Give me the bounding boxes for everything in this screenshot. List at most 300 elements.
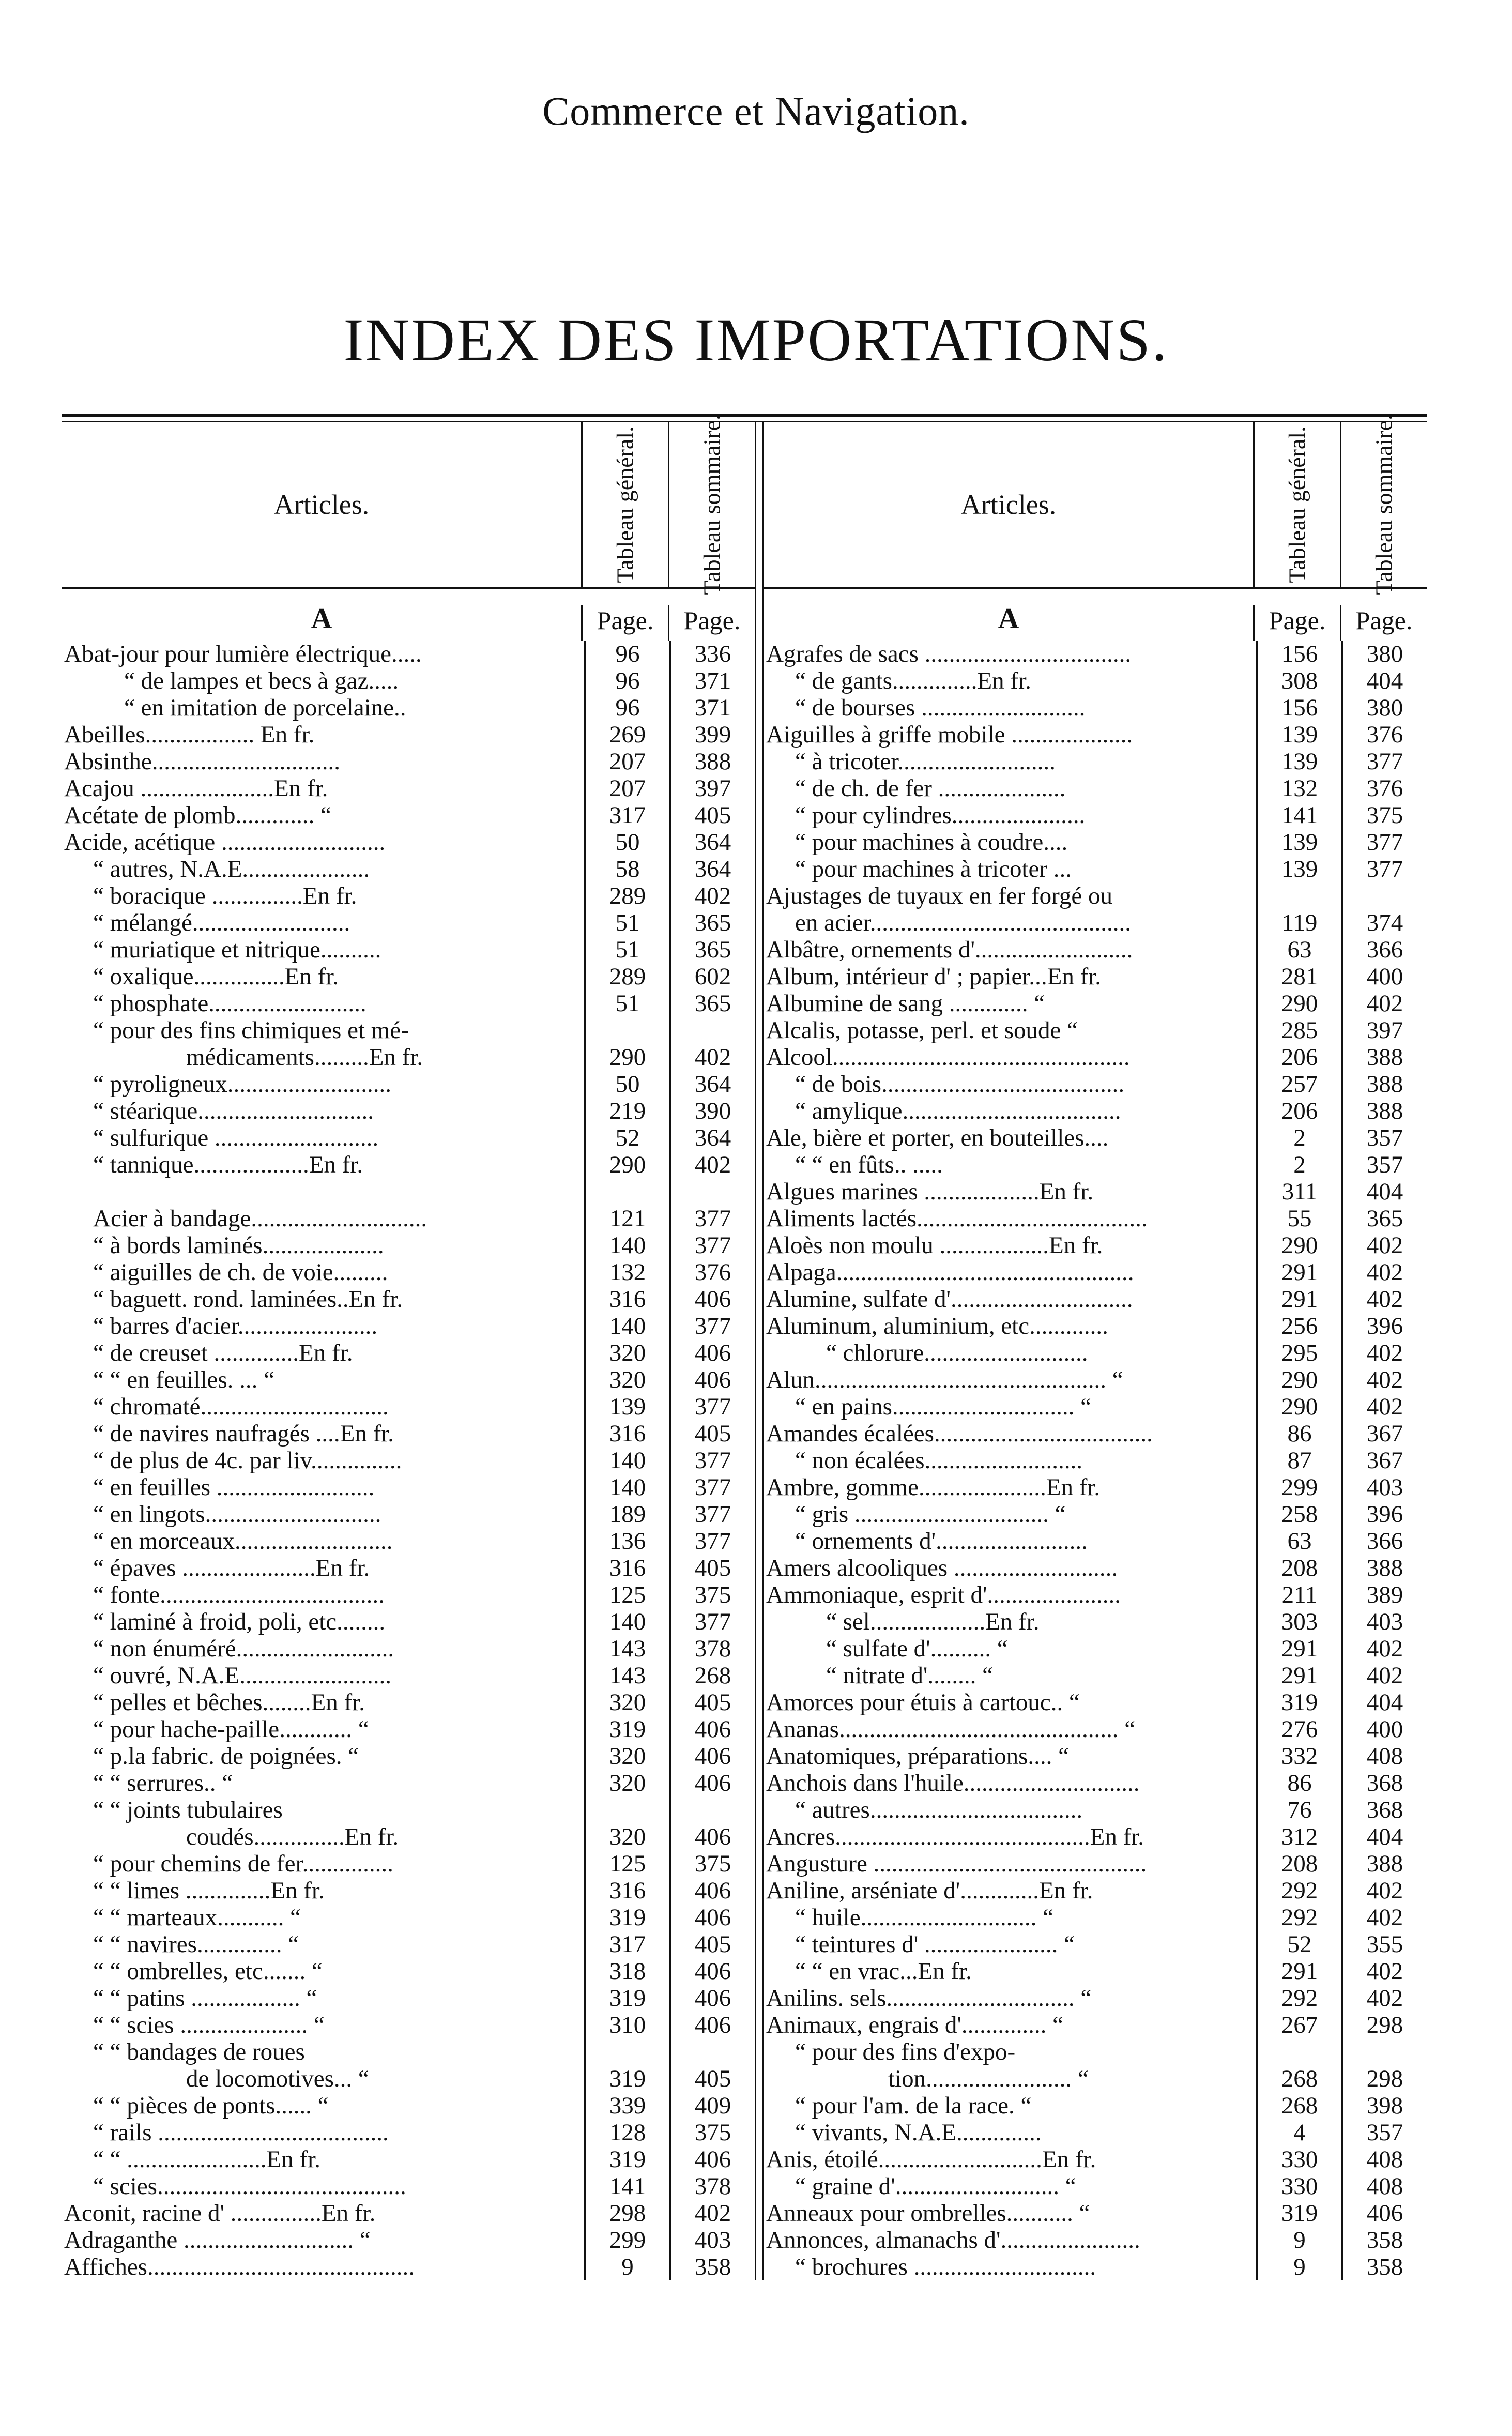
article-name: “ de lampes et becs à gaz..... xyxy=(124,667,399,694)
table-row xyxy=(62,1366,755,1393)
table-row xyxy=(764,1098,1427,1124)
summary-page xyxy=(669,2038,755,2065)
summary-page: 376 xyxy=(1341,721,1427,748)
table-row xyxy=(764,721,1427,748)
summary-page: 402 xyxy=(1341,1259,1427,1286)
general-page: 320 xyxy=(584,1339,669,1366)
table-row xyxy=(62,2012,755,2038)
article-name: “ “ joints tubulaires xyxy=(93,1796,283,1823)
table-row xyxy=(764,1017,1427,1044)
article-name: “ pelles et bêches........En fr. xyxy=(93,1689,365,1716)
table-row xyxy=(62,1689,755,1716)
table-row xyxy=(764,641,1427,667)
general-page: 290 xyxy=(1256,1232,1341,1259)
article-name: Ambre, gomme.....................En fr. xyxy=(766,1474,1101,1501)
section-header xyxy=(62,589,755,641)
general-page: 139 xyxy=(1256,829,1341,856)
summary-page: 404 xyxy=(1341,1178,1427,1205)
summary-page: 400 xyxy=(1341,963,1427,990)
table-row xyxy=(62,2173,755,2200)
article-name: “ “ .......................En fr. xyxy=(93,2146,320,2173)
article-name: “ pour des fins chimiques et mé- xyxy=(93,1017,409,1044)
article-name: Amandes écalées.................................... xyxy=(766,1420,1153,1447)
table-row xyxy=(62,1770,755,1796)
general-page: 291 xyxy=(1256,1958,1341,1985)
article-name: “ pyroligneux........................... xyxy=(93,1071,391,1098)
article-name: “ de gants..............En fr. xyxy=(795,667,1031,694)
general-page: 317 xyxy=(584,802,669,829)
table-row xyxy=(764,1447,1427,1474)
general-page: 208 xyxy=(1256,1850,1341,1877)
article-name: “ en morceaux.......................... xyxy=(93,1528,393,1555)
column-divider xyxy=(755,422,764,2280)
article-name: Ajustages de tuyaux en fer forgé ou xyxy=(766,882,1112,909)
article-name: “ “ marteaux........... “ xyxy=(93,1904,301,1931)
summary-page: 371 xyxy=(669,694,755,721)
table-row xyxy=(764,1178,1427,1205)
table-row xyxy=(62,990,755,1017)
article-name: “ à tricoter.......................... xyxy=(795,748,1056,775)
summary-page: 377 xyxy=(1341,748,1427,775)
entry-list xyxy=(62,641,755,2280)
article-name: “ de ch. de fer ..................... xyxy=(795,775,1066,802)
article-name: “ graine d'........................... “ xyxy=(795,2173,1076,2200)
summary-page: 388 xyxy=(1341,1850,1427,1877)
general-page: 125 xyxy=(584,1581,669,1608)
table-row xyxy=(62,1393,755,1420)
table-row xyxy=(62,2038,755,2065)
table-row xyxy=(62,2200,755,2227)
table-row xyxy=(764,1339,1427,1366)
summary-page: 375 xyxy=(669,2119,755,2146)
summary-page: 366 xyxy=(1341,936,1427,963)
table-row xyxy=(62,1447,755,1474)
general-page: 51 xyxy=(584,936,669,963)
page-title: INDEX DES IMPORTATIONS. xyxy=(343,306,1169,374)
general-page: 86 xyxy=(1256,1770,1341,1796)
table-row xyxy=(764,1662,1427,1689)
article-name: “ aiguilles de ch. de voie......... xyxy=(93,1259,388,1286)
summary-page: 397 xyxy=(669,775,755,802)
summary-page: 364 xyxy=(669,1124,755,1151)
summary-page: 408 xyxy=(1341,2173,1427,2200)
table-row xyxy=(62,775,755,802)
general-page: 139 xyxy=(1256,721,1341,748)
page-label: Page. xyxy=(1340,605,1427,641)
general-page: 136 xyxy=(584,1528,669,1555)
summary-page: 377 xyxy=(669,1205,755,1232)
table-row xyxy=(764,1313,1427,1339)
summary-page: 357 xyxy=(1341,1151,1427,1178)
table-row xyxy=(62,1528,755,1555)
article-name: Aloès non moulu ..................En fr. xyxy=(766,1232,1103,1259)
article-name: “ nitrate d'........ “ xyxy=(826,1662,993,1689)
general-page: 140 xyxy=(584,1474,669,1501)
summary-page: 377 xyxy=(1341,829,1427,856)
general-page: 125 xyxy=(584,1850,669,1877)
table-row xyxy=(62,1232,755,1259)
article-name: “ tannique...................En fr. xyxy=(93,1151,363,1178)
general-page: 132 xyxy=(1256,775,1341,802)
general-page: 2 xyxy=(1256,1124,1341,1151)
table-row xyxy=(764,936,1427,963)
article-name: “ muriatique et nitrique.......... xyxy=(93,936,381,963)
table-row xyxy=(62,1071,755,1098)
summary-page: 404 xyxy=(1341,667,1427,694)
table-row xyxy=(62,667,755,694)
article-name: Abeilles.................. En fr. xyxy=(64,721,315,748)
general-page: 291 xyxy=(1256,1662,1341,1689)
summary-page xyxy=(1341,882,1427,909)
summary-page: 377 xyxy=(669,1474,755,1501)
general-page: 298 xyxy=(584,2200,669,2227)
article-name: “ non écalées.......................... xyxy=(795,1447,1083,1474)
general-page: 128 xyxy=(584,2119,669,2146)
general-page: 9 xyxy=(1256,2227,1341,2254)
table-row xyxy=(62,1044,755,1071)
general-page: 312 xyxy=(1256,1823,1341,1850)
general-page xyxy=(1256,2038,1341,2065)
general-page: 292 xyxy=(1256,1904,1341,1931)
general-page: 63 xyxy=(1256,1528,1341,1555)
table-row xyxy=(764,1474,1427,1501)
general-page xyxy=(1256,882,1341,909)
general-page xyxy=(584,2038,669,2065)
article-name: Acide, acétique ........................... xyxy=(64,829,386,856)
general-page: 320 xyxy=(584,1823,669,1850)
articles-header: Articles. xyxy=(273,489,370,520)
table-row xyxy=(764,2038,1427,2065)
summary-page: 377 xyxy=(669,1313,755,1339)
article-name: “ chromaté............................... xyxy=(93,1393,389,1420)
table-row xyxy=(764,2012,1427,2038)
general-page: 50 xyxy=(584,1071,669,1098)
general-page: 292 xyxy=(1256,1877,1341,1904)
table-row xyxy=(764,1716,1427,1743)
table-row xyxy=(62,1743,755,1770)
article-name: “ stéarique............................. xyxy=(93,1098,374,1124)
article-name: Anneaux pour ombrelles........... “ xyxy=(766,2200,1090,2227)
table-row xyxy=(764,1286,1427,1313)
general-page: 206 xyxy=(1256,1098,1341,1124)
general-page: 207 xyxy=(584,748,669,775)
table-row xyxy=(62,1313,755,1339)
summary-page: 402 xyxy=(669,1044,755,1071)
entry-list xyxy=(764,641,1427,2280)
summary-page: 377 xyxy=(669,1232,755,1259)
general-page: 319 xyxy=(584,2146,669,2173)
summary-page: 403 xyxy=(1341,1474,1427,1501)
summary-page: 404 xyxy=(1341,1689,1427,1716)
table-row xyxy=(62,1904,755,1931)
summary-page: 368 xyxy=(1341,1770,1427,1796)
summary-page: 358 xyxy=(1341,2254,1427,2280)
table-row xyxy=(62,1151,755,1178)
article-name: Animaux, engrais d'.............. “ xyxy=(766,2012,1063,2038)
summary-page: 402 xyxy=(1341,1662,1427,1689)
general-page: 330 xyxy=(1256,2146,1341,2173)
summary-page: 396 xyxy=(1341,1501,1427,1528)
table-row xyxy=(764,2227,1427,2254)
table-row xyxy=(764,775,1427,802)
article-name: Amorces pour étuis à cartouc.. “ xyxy=(766,1689,1080,1716)
table-row xyxy=(62,1581,755,1608)
top-rule xyxy=(62,414,1427,422)
article-name: Adraganthe ............................ “ xyxy=(64,2227,371,2254)
article-name: “ gris ................................ “ xyxy=(795,1501,1066,1528)
summary-page: 406 xyxy=(669,1743,755,1770)
summary-page: 376 xyxy=(669,1259,755,1286)
summary-page: 365 xyxy=(669,990,755,1017)
summary-page: 405 xyxy=(669,1420,755,1447)
summary-page: 364 xyxy=(669,829,755,856)
summary-page: 406 xyxy=(669,1985,755,2012)
table-row xyxy=(62,1985,755,2012)
article-name: “ de bois........................................ xyxy=(795,1071,1125,1098)
general-page: 268 xyxy=(1256,2092,1341,2119)
summary-page: 402 xyxy=(669,882,755,909)
article-name: Alpaga................................................. xyxy=(766,1259,1134,1286)
general-page: 285 xyxy=(1256,1017,1341,1044)
article-name: “ “ navires.............. “ xyxy=(93,1931,299,1958)
table-row xyxy=(764,694,1427,721)
table-row xyxy=(764,2065,1427,2092)
table-row xyxy=(764,748,1427,775)
article-name: “ oxalique...............En fr. xyxy=(93,963,339,990)
table-row xyxy=(764,1232,1427,1259)
general-page: 290 xyxy=(584,1151,669,1178)
summary-page: 388 xyxy=(1341,1071,1427,1098)
article-name: “ mélangé.......................... xyxy=(93,909,350,936)
page-label: Page. xyxy=(581,605,668,641)
summary-page: 406 xyxy=(669,1770,755,1796)
summary-page: 406 xyxy=(669,2012,755,2038)
table-row xyxy=(764,1850,1427,1877)
general-page: 52 xyxy=(584,1124,669,1151)
article-name: “ sulfurique ........................... xyxy=(93,1124,379,1151)
page-label: Page. xyxy=(1253,605,1340,641)
table-row xyxy=(764,1877,1427,1904)
article-name: “ rails ...................................... xyxy=(93,2119,389,2146)
summary-page: 404 xyxy=(1341,1823,1427,1850)
table-row xyxy=(764,667,1427,694)
summary-page: 402 xyxy=(1341,1339,1427,1366)
article-name: “ amylique.................................... xyxy=(795,1098,1121,1124)
table-row xyxy=(62,721,755,748)
article-name: “ chlorure........................... xyxy=(826,1339,1088,1366)
summary-page: 367 xyxy=(1341,1447,1427,1474)
article-name: Abat-jour pour lumière électrique..... xyxy=(64,641,422,667)
summary-page: 377 xyxy=(669,1393,755,1420)
table-row xyxy=(764,1689,1427,1716)
article-name: “ “ serrures.. “ xyxy=(93,1770,233,1796)
summary-page: 402 xyxy=(1341,1958,1427,1985)
general-page: 319 xyxy=(584,1985,669,2012)
table-row xyxy=(62,1286,755,1313)
table-row xyxy=(764,1044,1427,1071)
summary-page: 377 xyxy=(1341,856,1427,882)
summary-page: 406 xyxy=(669,1958,755,1985)
article-name: “ “ scies ..................... “ xyxy=(93,2012,325,2038)
section-letter: A xyxy=(311,603,332,635)
summary-page: 268 xyxy=(669,1662,755,1689)
table-row xyxy=(62,882,755,909)
table-row xyxy=(62,1555,755,1581)
article-name xyxy=(62,1178,584,1205)
general-page: 319 xyxy=(584,1716,669,1743)
general-page: 63 xyxy=(1256,936,1341,963)
general-page: 319 xyxy=(1256,1689,1341,1716)
general-page: 316 xyxy=(584,1420,669,1447)
summary-page: 377 xyxy=(669,1501,755,1528)
article-name: “ pour machines à tricoter ... xyxy=(795,856,1072,882)
general-page: 320 xyxy=(584,1770,669,1796)
summary-page: 388 xyxy=(1341,1044,1427,1071)
article-name: Alcalis, potasse, perl. et soude “ xyxy=(766,1017,1078,1044)
article-name: “ ornements d'......................... xyxy=(795,1528,1088,1555)
article-name: “ boracique ...............En fr. xyxy=(93,882,357,909)
summary-page: 371 xyxy=(669,667,755,694)
article-name: “ “ en feuilles. ... “ xyxy=(93,1366,275,1393)
running-title: Commerce et Navigation. xyxy=(542,88,970,133)
table-row xyxy=(764,1823,1427,1850)
summary-page: 403 xyxy=(669,2227,755,2254)
article-name: “ de plus de 4c. par liv............... xyxy=(93,1447,402,1474)
table-row xyxy=(62,1958,755,1985)
table-row xyxy=(764,1581,1427,1608)
summary-page: 406 xyxy=(669,1823,755,1850)
article-name: “ autres................................... xyxy=(795,1796,1083,1823)
article-name: Aiguilles à griffe mobile .................... xyxy=(766,721,1133,748)
table-row xyxy=(62,1474,755,1501)
general-page: 267 xyxy=(1256,2012,1341,2038)
summary-page xyxy=(669,1017,755,1044)
general-page: 316 xyxy=(584,1286,669,1313)
summary-page: 402 xyxy=(1341,1985,1427,2012)
article-name: “ sel...................En fr. xyxy=(826,1608,1040,1635)
summary-page: 408 xyxy=(1341,1743,1427,1770)
summary-page: 375 xyxy=(669,1581,755,1608)
summary-page: 389 xyxy=(1341,1581,1427,1608)
general-page: 291 xyxy=(1256,1635,1341,1662)
summary-page: 406 xyxy=(669,1286,755,1313)
table-row xyxy=(62,2146,755,2173)
table-row xyxy=(62,1098,755,1124)
column-header xyxy=(62,414,755,595)
table-row xyxy=(764,2146,1427,2173)
summary-page: 402 xyxy=(1341,1393,1427,1420)
general-page: 139 xyxy=(584,1393,669,1420)
general-page: 319 xyxy=(584,1904,669,1931)
table-row xyxy=(62,1850,755,1877)
table-row xyxy=(764,1958,1427,1985)
article-name: “ teintures d' ...................... “ xyxy=(795,1931,1075,1958)
summary-page: 358 xyxy=(1341,2227,1427,2254)
general-page: 189 xyxy=(584,1501,669,1528)
table-row xyxy=(62,909,755,936)
article-name: “ huile............................. “ xyxy=(795,1904,1053,1931)
general-page: 310 xyxy=(584,2012,669,2038)
article-name: Albâtre, ornements d'.......................... xyxy=(766,936,1133,963)
general-page: 332 xyxy=(1256,1743,1341,1770)
summary-page: 336 xyxy=(669,641,755,667)
general-page: 121 xyxy=(584,1205,669,1232)
summary-page: 400 xyxy=(1341,1716,1427,1743)
article-name: Acajou ......................En fr. xyxy=(64,775,328,802)
article-name: Alcool................................................. xyxy=(766,1044,1130,1071)
article-name: “ à bords laminés.................... xyxy=(93,1232,384,1259)
summary-page xyxy=(1341,2038,1427,2065)
summary-page: 380 xyxy=(1341,641,1427,667)
index-table xyxy=(62,414,1427,2280)
table-row xyxy=(62,1796,755,1823)
summary-page: 406 xyxy=(669,1877,755,1904)
table-row xyxy=(62,1339,755,1366)
table-row xyxy=(62,963,755,990)
table-row xyxy=(62,1716,755,1743)
general-page: 156 xyxy=(1256,694,1341,721)
table-row xyxy=(764,2119,1427,2146)
table-row xyxy=(764,1985,1427,2012)
right-column xyxy=(764,414,1427,2280)
summary-page: 406 xyxy=(1341,2200,1427,2227)
summary-page: 405 xyxy=(669,1931,755,1958)
table-row xyxy=(62,829,755,856)
general-page: 132 xyxy=(584,1259,669,1286)
general-page: 140 xyxy=(584,1608,669,1635)
general-page: 290 xyxy=(1256,1366,1341,1393)
table-row xyxy=(764,909,1427,936)
summary-page: 377 xyxy=(669,1528,755,1555)
table-row xyxy=(764,1420,1427,1447)
summary-page: 402 xyxy=(1341,990,1427,1017)
general-page: 87 xyxy=(1256,1447,1341,1474)
article-name: “ “ ombrelles, etc....... “ xyxy=(93,1958,323,1985)
general-page: 276 xyxy=(1256,1716,1341,1743)
article-name: “ pour hache-paille............ “ xyxy=(93,1716,369,1743)
article-name: Annonces, almanachs d'....................... xyxy=(766,2227,1140,2254)
article-name: “ en lingots............................. xyxy=(93,1501,381,1528)
summary-page: 402 xyxy=(1341,1366,1427,1393)
summary-page: 396 xyxy=(1341,1313,1427,1339)
summary-page: 375 xyxy=(1341,802,1427,829)
summary-page: 402 xyxy=(1341,1286,1427,1313)
summary-page: 378 xyxy=(669,2173,755,2200)
article-name: “ épaves ......................En fr. xyxy=(93,1555,370,1581)
general-page: 316 xyxy=(584,1555,669,1581)
article-name: Ancres..........................................En fr. xyxy=(766,1823,1144,1850)
article-name: “ en pains.............................. “ xyxy=(795,1393,1092,1420)
general-page: 289 xyxy=(584,963,669,990)
summary-page: 298 xyxy=(1341,2012,1427,2038)
summary-header: Tableau sommaire. xyxy=(668,422,755,587)
table-row xyxy=(764,990,1427,1017)
general-page: 143 xyxy=(584,1662,669,1689)
general-page: 311 xyxy=(1256,1178,1341,1205)
table-row xyxy=(764,1770,1427,1796)
article-name: “ p.la fabric. de poignées. “ xyxy=(93,1743,359,1770)
table-row xyxy=(764,1931,1427,1958)
article-name: “ “ bandages de roues xyxy=(93,2038,305,2065)
summary-page: 388 xyxy=(669,748,755,775)
general-page: 2 xyxy=(1256,1151,1341,1178)
article-name: “ “ en vrac...En fr. xyxy=(795,1958,972,1985)
general-page: 141 xyxy=(584,2173,669,2200)
article-name: “ scies......................................... xyxy=(93,2173,406,2200)
summary-page: 402 xyxy=(669,2200,755,2227)
general-page: 86 xyxy=(1256,1420,1341,1447)
general-page: 257 xyxy=(1256,1071,1341,1098)
